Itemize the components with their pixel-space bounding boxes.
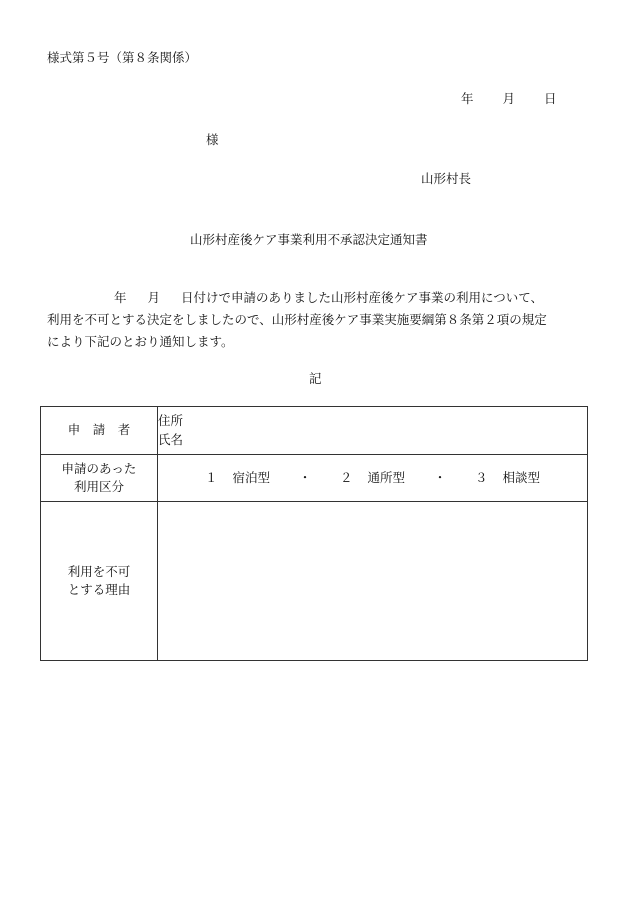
date-day: 日 <box>544 91 557 106</box>
category-option-overnight[interactable]: １ 宿泊型 <box>204 469 270 485</box>
applicant-field[interactable] <box>158 407 588 455</box>
body-month: 月 <box>147 290 161 305</box>
document-title: 山形村産後ケア事業利用不承認決定通知書 <box>190 232 428 247</box>
reason-field[interactable] <box>158 502 588 661</box>
category-label-line-1: 申請のあった <box>61 460 137 476</box>
category-option-consultation[interactable]: ３ 相談型 <box>475 469 541 485</box>
reason-label-line-2: とする理由 <box>67 582 131 597</box>
body-line-1-text: 日付けで申請のありました山形村産後ケア事業の利用について、 <box>181 290 544 305</box>
body-year: 年 <box>114 290 127 305</box>
body-line-1 <box>114 292 543 305</box>
issuer-name: 山形村長 <box>421 171 472 186</box>
applicant-row <box>41 407 588 455</box>
reason-row <box>41 502 588 661</box>
category-row <box>41 455 588 502</box>
body-line-2: 利用を不可とする決定をしましたので、山形村産後ケア事業実施要綱第８条第２項の規定 <box>47 312 547 327</box>
category-separator: ・ <box>298 469 312 485</box>
form-number: 様式第５号（第８条関係） <box>47 50 198 65</box>
date-line <box>461 93 557 106</box>
category-label <box>41 455 158 502</box>
reason-label <box>41 502 158 661</box>
body-line-3: により下記のとおり通知します。 <box>47 334 234 349</box>
name-label: 氏名 <box>158 431 184 447</box>
date-month: 月 <box>502 91 516 106</box>
applicant-label: 申 請 者 <box>41 407 158 455</box>
reason-label-line-1: 利用を不可 <box>67 563 131 579</box>
ki-heading: 記 <box>309 371 322 386</box>
recipient-suffix: 様 <box>206 132 219 147</box>
date-year: 年 <box>461 91 474 106</box>
record-table <box>40 406 588 661</box>
category-separator: ・ <box>433 469 447 485</box>
category-options <box>158 455 588 502</box>
category-label-line-2: 利用区分 <box>73 479 124 494</box>
category-option-daycare[interactable]: ２ 通所型 <box>339 469 406 485</box>
address-label: 住所 <box>158 413 184 429</box>
